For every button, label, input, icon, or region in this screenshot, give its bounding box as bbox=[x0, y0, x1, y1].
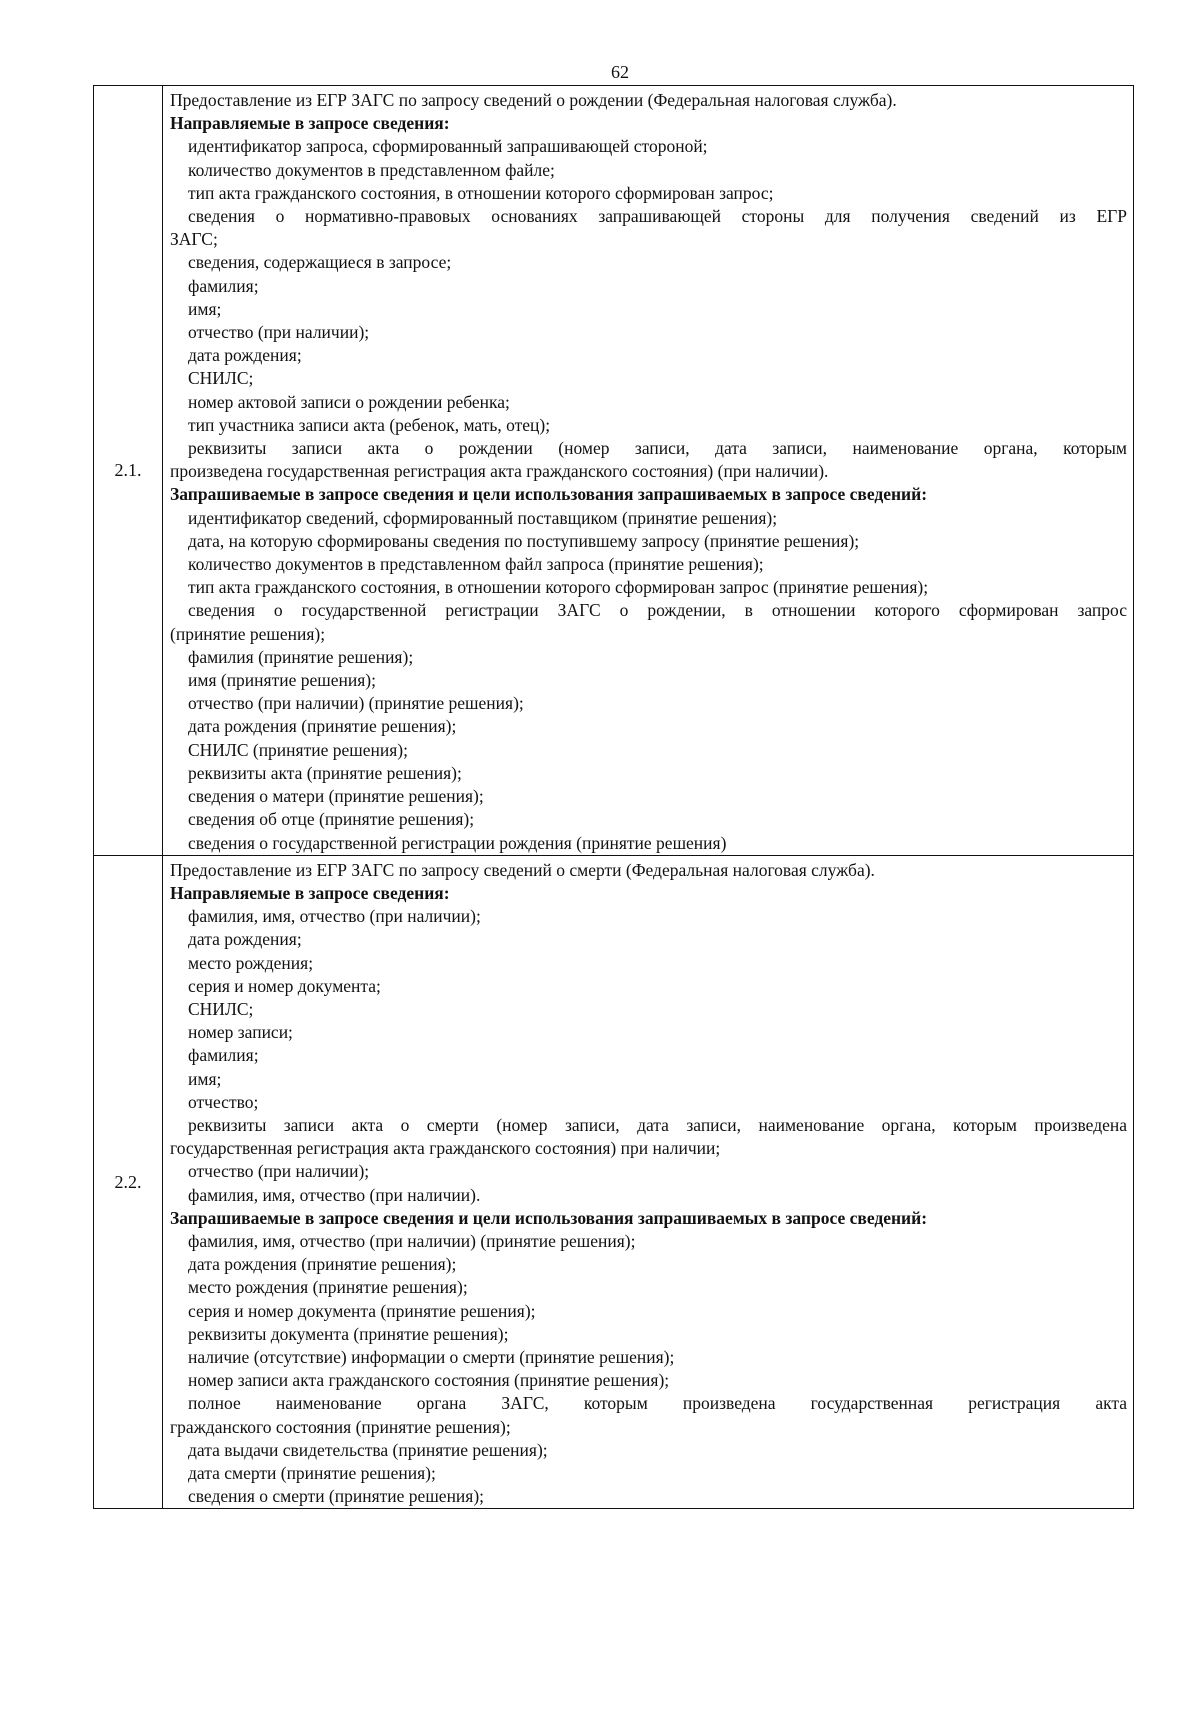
text-line: количество документов в представленном файл запроса (принятие решения); bbox=[188, 554, 764, 575]
text-line: идентификатор запроса, сформированный запрашивающей стороной; bbox=[188, 136, 708, 157]
text-line: реквизиты документа (принятие решения); bbox=[188, 1323, 509, 1344]
text-line: полное наименование органа ЗАГС, которым произведена государственная регистрация акта bbox=[188, 1393, 1127, 1414]
text-line: Предоставление из ЕГР ЗАГС по запросу сведений о рождении (Федеральная налоговая служба). bbox=[170, 90, 897, 110]
row-number: 2.1. bbox=[94, 86, 163, 856]
text-line: номер записи; bbox=[188, 1022, 293, 1043]
text-line: номер записи акта гражданского состояния (принятие решения); bbox=[188, 1370, 670, 1391]
text-line: идентификатор сведений, сформированный поставщиком (принятие решения); bbox=[188, 507, 778, 528]
section-heading: Запрашиваемые в запросе сведения и цели использования запрашиваемых в запросе сведений: bbox=[170, 484, 928, 505]
text-line: Предоставление из ЕГР ЗАГС по запросу сведений о смерти (Федеральная налоговая служба). bbox=[170, 859, 875, 880]
text-line: отчество; bbox=[188, 1091, 259, 1112]
table-body bbox=[94, 86, 1134, 1509]
text-line: реквизиты записи акта о рождении (номер записи, дата записи, наименование органа, которым bbox=[188, 438, 1127, 459]
text-line: гражданского состояния (принятие решения); bbox=[170, 1416, 511, 1437]
text-line: тип акта гражданского состояния, в отношении которого сформирован запрос (принятие решения); bbox=[188, 577, 929, 598]
text-line: сведения о государственной регистрации рождения (принятие решения) bbox=[188, 832, 727, 853]
text-line: имя; bbox=[188, 1068, 222, 1089]
text-line: СНИЛС; bbox=[188, 368, 254, 389]
row-number: 2.2. bbox=[94, 855, 163, 1509]
text-line: дата рождения (принятие решения); bbox=[188, 716, 457, 737]
text-line: дата рождения (принятие решения); bbox=[188, 1254, 457, 1275]
text-line: серия и номер документа; bbox=[188, 975, 381, 996]
text-line: дата, на которую сформированы сведения по поступившему запросу (принятие решения); bbox=[188, 530, 860, 551]
table-row bbox=[94, 855, 1134, 1509]
text-line: дата выдачи свидетельства (принятие решения); bbox=[188, 1439, 548, 1460]
text-line: фамилия; bbox=[188, 1045, 259, 1066]
text-line: реквизиты записи акта о смерти (номер записи, дата записи, наименование органа, которым произведена bbox=[188, 1114, 1127, 1135]
text-line: отчество (при наличии); bbox=[188, 1161, 370, 1182]
row-content bbox=[163, 855, 1134, 1509]
text-line: дата смерти (принятие решения); bbox=[188, 1462, 436, 1483]
text-line: сведения о смерти (принятие решения); bbox=[188, 1486, 485, 1507]
page-number: 62 bbox=[611, 62, 629, 82]
text-line: фамилия, имя, отчество (при наличии) (принятие решения); bbox=[188, 1230, 636, 1251]
text-line: СНИЛС (принятие решения); bbox=[188, 739, 408, 760]
text-line: ЗАГС; bbox=[170, 229, 218, 250]
text-line: фамилия (принятие решения); bbox=[188, 646, 414, 667]
text-line: сведения о государственной регистрации ЗАГС о рождении, в отношении которого сформирован запрос bbox=[188, 600, 1127, 621]
text-line: имя; bbox=[188, 298, 222, 319]
text-line: отчество (при наличии); bbox=[188, 322, 370, 343]
text-line: СНИЛС; bbox=[188, 998, 254, 1019]
text-line: тип участника записи акта (ребенок, мать, отец); bbox=[188, 414, 551, 435]
requirements-table bbox=[93, 85, 1134, 1509]
text-line: фамилия; bbox=[188, 275, 259, 296]
section-heading: Направляемые в запросе сведения: bbox=[170, 113, 450, 134]
text-line: сведения об отце (принятие решения); bbox=[188, 809, 475, 830]
text-line: тип акта гражданского состояния, в отношении которого сформирован запрос; bbox=[188, 182, 774, 203]
text-line: место рождения (принятие решения); bbox=[188, 1277, 468, 1298]
text-line: фамилия, имя, отчество (при наличии). bbox=[188, 1184, 481, 1205]
text-line: сведения о матери (принятие решения); bbox=[188, 786, 484, 807]
text-line: количество документов в представленном файле; bbox=[188, 159, 555, 180]
text-line: дата рождения; bbox=[188, 345, 302, 366]
text-line: номер актовой записи о рождении ребенка; bbox=[188, 391, 510, 412]
section-heading: Направляемые в запросе сведения: bbox=[170, 882, 450, 903]
text-line: (принятие решения); bbox=[170, 623, 326, 644]
text-line: произведена государственная регистрация акта гражданского состояния) (при наличии). bbox=[170, 461, 829, 482]
row-content bbox=[163, 86, 1134, 856]
text-line: государственная регистрация акта гражданского состояния) при наличии; bbox=[170, 1138, 721, 1159]
table-row bbox=[94, 86, 1134, 856]
text-line: серия и номер документа (принятие решения); bbox=[188, 1300, 536, 1321]
text-line: сведения, содержащиеся в запросе; bbox=[188, 252, 452, 273]
text-line: фамилия, имя, отчество (при наличии); bbox=[188, 906, 481, 927]
section-heading: Запрашиваемые в запросе сведения и цели использования запрашиваемых в запросе сведений: bbox=[170, 1207, 928, 1228]
text-line: имя (принятие решения); bbox=[188, 670, 376, 691]
text-line: место рождения; bbox=[188, 952, 314, 973]
text-line: реквизиты акта (принятие решения); bbox=[188, 762, 462, 783]
text-line: сведения о нормативно-правовых основаниях запрашивающей стороны для получения сведений из ЕГР bbox=[188, 206, 1127, 227]
text-line: наличие (отсутствие) информации о смерти (принятие решения); bbox=[188, 1346, 675, 1367]
text-line: отчество (при наличии) (принятие решения); bbox=[188, 693, 524, 714]
text-line: дата рождения; bbox=[188, 929, 302, 950]
